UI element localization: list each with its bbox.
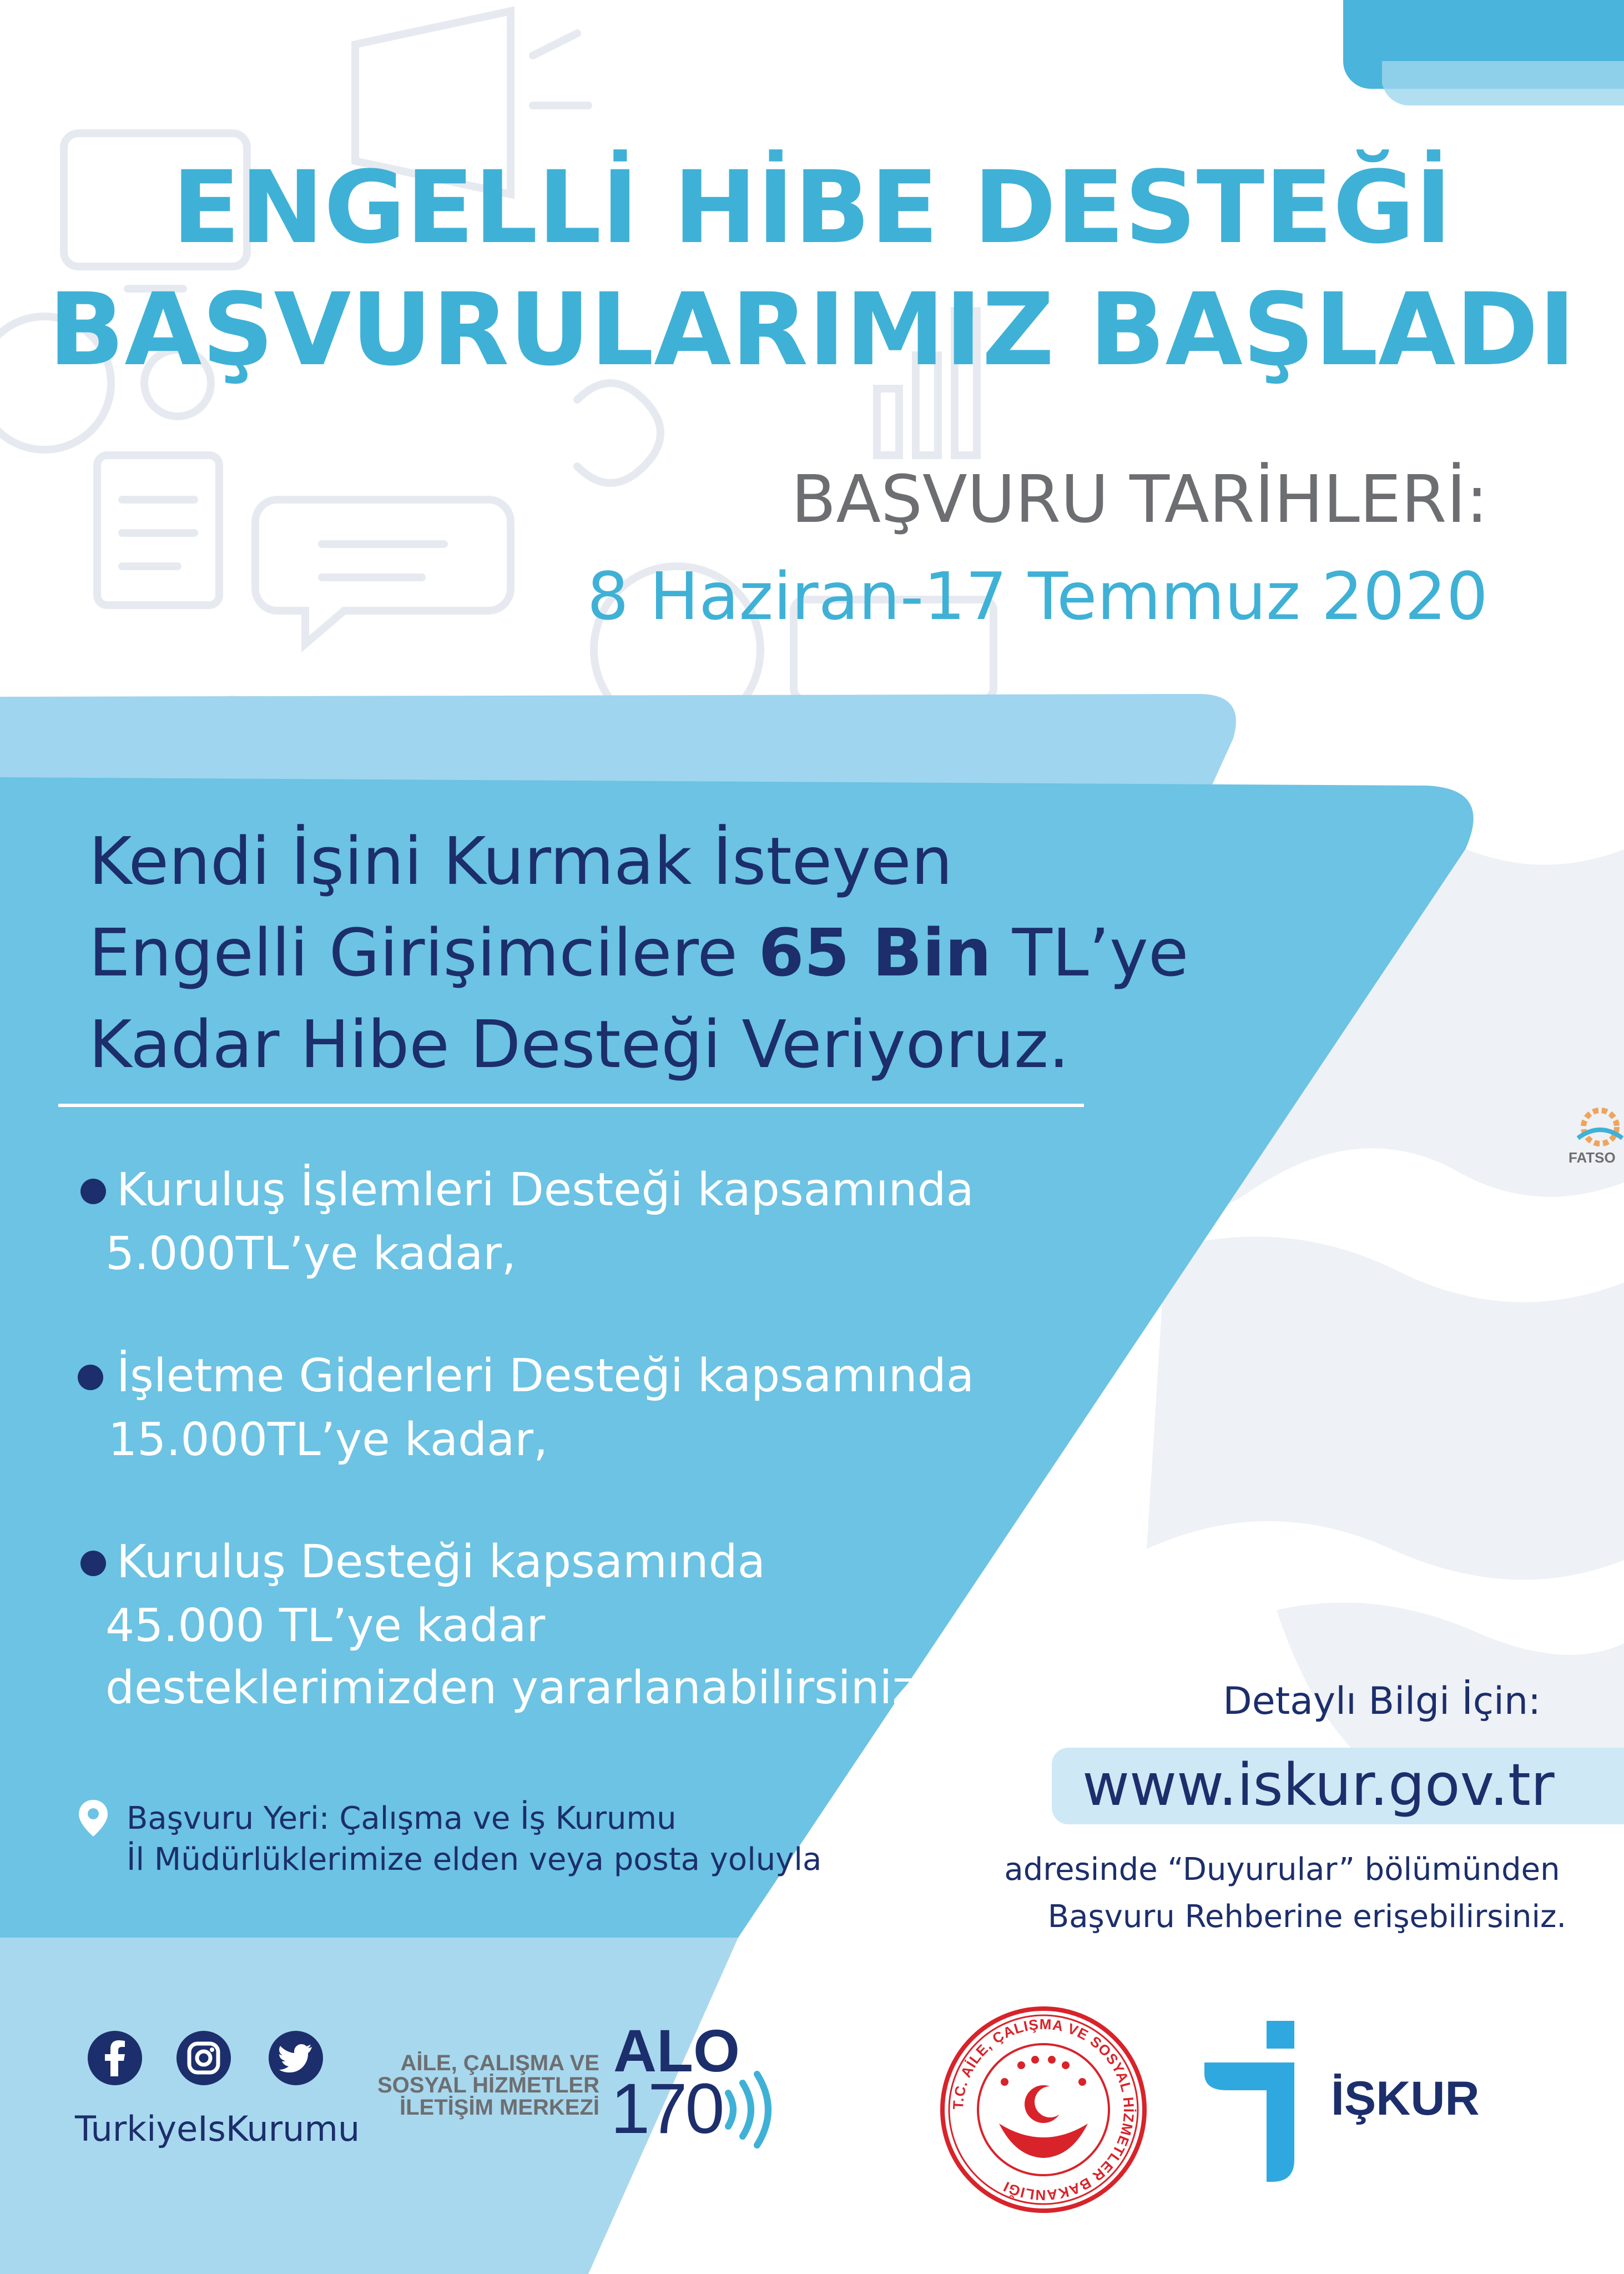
instagram-icon[interactable]: [176, 2031, 231, 2085]
alo-center-name: [361, 2052, 599, 2119]
location-pin-icon: [77, 1799, 110, 1838]
headline-line-1: Kendi İşini Kurmak İsteyen: [89, 823, 953, 899]
fatso-logo-text: FATSO: [1568, 1149, 1616, 1166]
website-link[interactable]: www.iskur.gov.tr: [1082, 1751, 1555, 1819]
iskur-logo-mark: [1204, 2021, 1304, 2182]
bullet-dot: [80, 1179, 106, 1204]
bullet-3-line-1: Kuruluş Desteği kapsamında: [117, 1536, 765, 1588]
info-line-2: Başvuru Rehberine erişebilirsiniz.: [1047, 1899, 1567, 1935]
application-place-line-1: Başvuru Yeri: Çalışma ve İş Kurumu: [127, 1800, 677, 1837]
title-line-2: BAŞVURULARIMIZ BAŞLADI: [48, 272, 1576, 388]
dates-label: BAŞVURU TARİHLERİ:: [791, 461, 1488, 537]
headline-line-2-prefix: Engelli Girişimcilere: [89, 914, 759, 991]
bullet-2-line-1: İşletme Giderleri Desteği kapsamında: [117, 1350, 975, 1402]
twitter-icon[interactable]: [269, 2031, 323, 2085]
iskur-logo-text: İŞKUR: [1331, 2072, 1480, 2125]
bullet-1-line-2: 5.000TL’ye kadar,: [105, 1227, 517, 1280]
headline-line-2-suffix: TL’ye: [991, 914, 1189, 991]
application-place-line-2: İl Müdürlüklerimize elden veya posta yoluyla: [127, 1842, 822, 1878]
alo-line-1: AİLE, ÇALIŞMA VE: [400, 2051, 599, 2075]
title-line-1: ENGELLİ HİBE DESTEĞİ: [172, 150, 1452, 266]
dates-value: 8 Haziran-17 Temmuz 2020: [587, 558, 1488, 635]
bullet-dot: [80, 1551, 106, 1576]
sound-waves-icon: [722, 2071, 771, 2149]
headline-line-2: [89, 914, 1189, 991]
ministry-seal-logo: [938, 2004, 1149, 2215]
divider: [58, 1104, 1084, 1107]
headline-amount: 65 Bin: [758, 914, 992, 991]
bullet-3-line-2: 45.000 TL’ye kadar: [105, 1599, 546, 1652]
social-handle: TurkiyeIsKurumu: [75, 2109, 360, 2149]
bullet-1-line-1: Kuruluş İşlemleri Desteği kapsamında: [117, 1164, 974, 1216]
chat-sketch-icon: [255, 500, 511, 644]
facebook-icon[interactable]: [88, 2031, 142, 2085]
info-line-1: adresinde “Duyurular” bölümünden: [1004, 1852, 1560, 1888]
info-label: Detaylı Bilgi İçin:: [1223, 1679, 1541, 1723]
alo-line-2: SOSYAL HİZMETLER: [377, 2073, 599, 2097]
bullet-dot: [78, 1365, 103, 1390]
bullet-3-line-3: desteklerimizden yararlanabilirsiniz.: [105, 1662, 931, 1714]
alo-number: 170: [611, 2069, 723, 2149]
bullet-2-line-2: 15.000TL’ye kadar,: [108, 1413, 548, 1466]
seal-text: T.C. AİLE, ÇALIŞMA VE SOSYAL HİZMETLER BAKANLIĞI: [949, 2015, 1138, 2204]
alo-line-3: İLETİŞİM MERKEZİ: [400, 2095, 599, 2120]
alo-word: ALO: [613, 2017, 740, 2084]
headline-line-3: Kadar Hibe Desteği Veriyoruz.: [89, 1006, 1070, 1083]
